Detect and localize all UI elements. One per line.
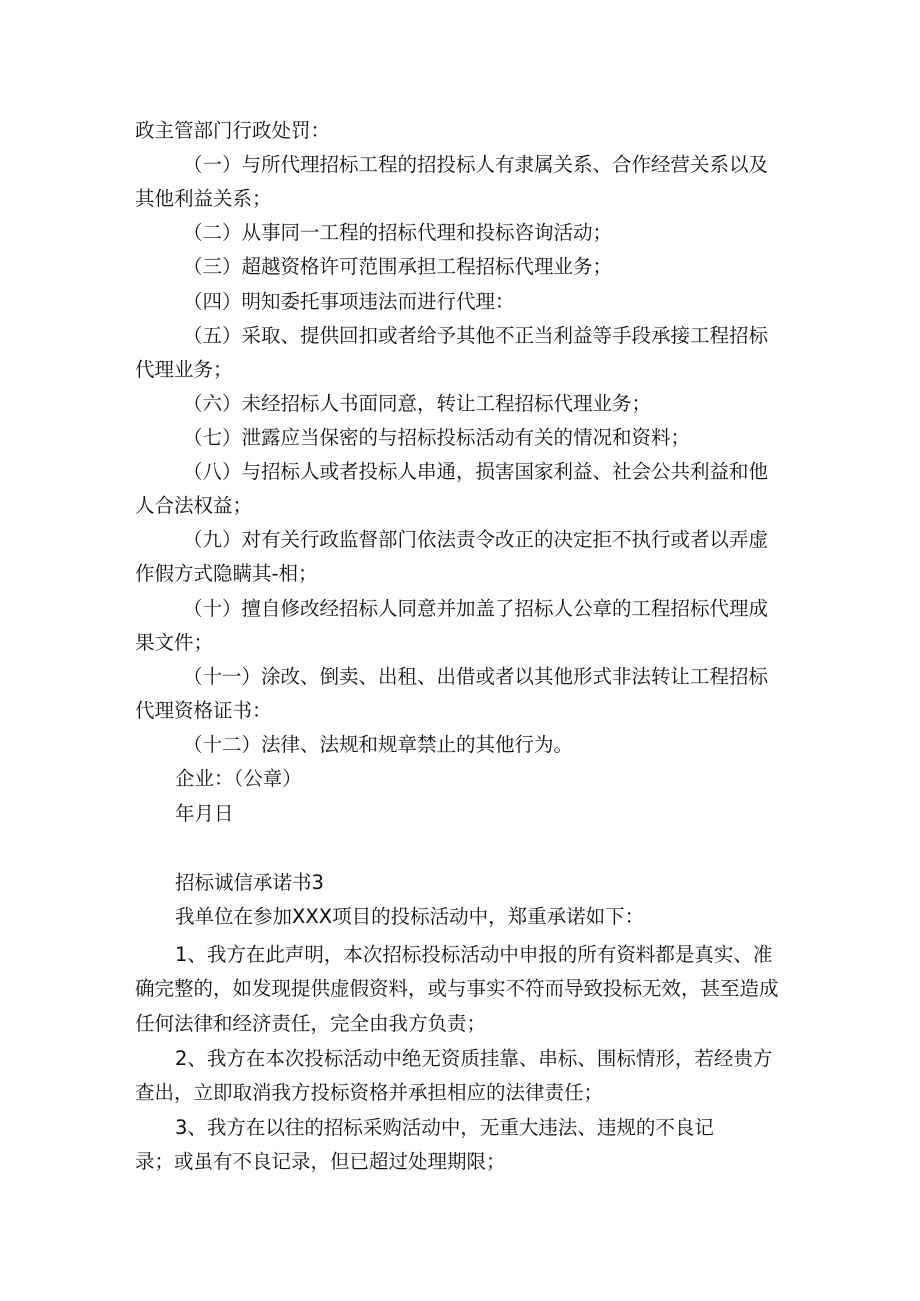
text-line: 我单位在参加XXX项目的投标活动中，郑重承诺如下： [175, 905, 645, 928]
text-line: 3、我方在以往的招标采购活动中，无重大违法、违规的不良记 [175, 1116, 714, 1139]
text-line: （九）对有关行政监督部门依法责令改正的决定拒不执行或者以弄虚 [183, 528, 769, 551]
text-line: （一）与所代理招标工程的招投标人有隶属关系、合作经营关系以及 [183, 153, 769, 176]
text-line: 作假方式隐瞒其-相； [135, 562, 318, 585]
text-line: （八）与招标人或者投标人串通，损害国家利益、社会公共利益和他 [183, 460, 769, 483]
text-line: （二）从事同一工程的招标代理和投标咨询活动； [183, 221, 613, 244]
signature-company: 企业：（公章） [175, 767, 302, 790]
text-line: （七）泄露应当保密的与招标投标活动有关的情况和资料； [183, 426, 691, 449]
text-line: 任何法律和经济责任，完全由我方负责； [135, 1012, 487, 1035]
text-line: 其他利益关系； [135, 187, 272, 210]
text-line: 人合法权益； [135, 494, 253, 517]
signature-date: 年月日 [175, 802, 234, 825]
text-line: （四）明知委托事项违法而进行代理： [183, 290, 515, 313]
text-line: （十二）法律、法规和规章禁止的其他行为。 [183, 733, 574, 756]
text-line: 查出，立即取消我方投标资格并承担相应的法律责任； [135, 1081, 604, 1104]
text-line: 1、我方在此声明，本次招标投标活动中申报的所有资料都是真实、准 [175, 943, 773, 966]
text-line: 政主管部门行政处罚： [135, 119, 331, 142]
text-line: （十一）涂改、倒卖、出租、出借或者以其他形式非法转让工程招标 [183, 665, 769, 688]
text-line: 代理资格证书： [135, 699, 272, 722]
text-line: 确完整的，如发现提供虚假资料，或与事实不符而导致投标无效，甚至造成 [135, 977, 779, 1000]
text-line: （十）擅自修改经招标人同意并加盖了招标人公章的工程招标代理成 [183, 597, 769, 620]
text-line: （三）超越资格许可范围承担工程招标代理业务； [183, 255, 613, 278]
text-line: （五）采取、提供回扣或者给予其他不正当利益等手段承接工程招标 [183, 324, 769, 347]
section-title: 招标诚信承诺书3 [175, 871, 324, 894]
text-line: （六）未经招标人书面同意，转让工程招标代理业务； [183, 392, 652, 415]
text-line: 果文件； [135, 631, 214, 654]
text-line: 录；或虽有不良记录，但已超过处理期限； [135, 1150, 506, 1173]
text-line: 代理业务； [135, 358, 233, 381]
text-line: 2、我方在本次投标活动中绝无资质挂靠、串标、围标情形，若经贵方 [175, 1047, 773, 1070]
